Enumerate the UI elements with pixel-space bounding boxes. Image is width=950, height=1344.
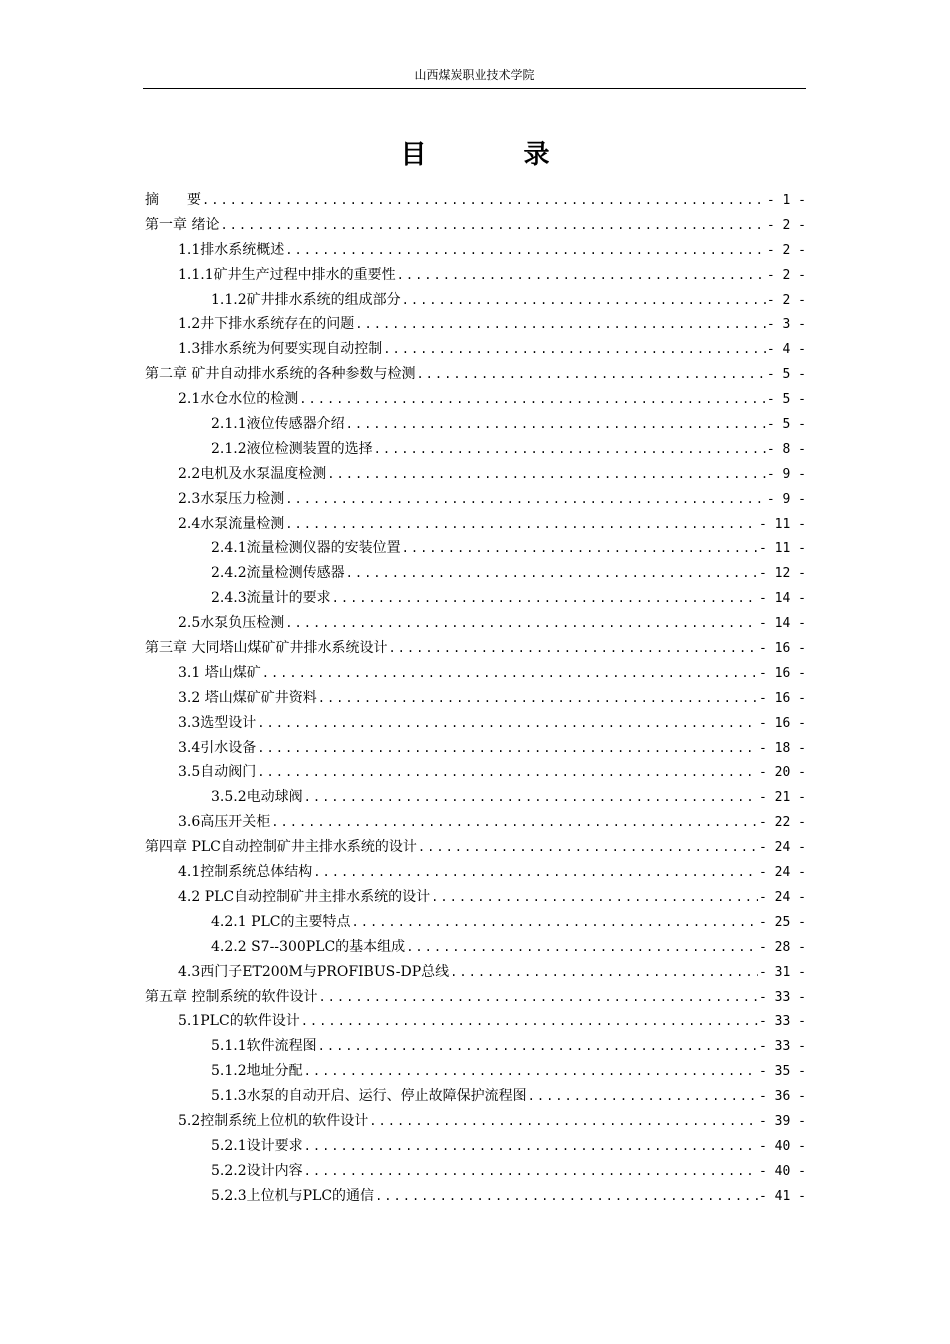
- toc-entry-label: 3.3选型设计: [178, 714, 257, 731]
- toc-entry[interactable]: [145, 1035, 806, 1060]
- toc-entry-label: 1.1排水系统概述: [178, 241, 285, 258]
- toc-leader-dots: [299, 392, 766, 406]
- toc-leader-dots: [271, 815, 758, 829]
- toc-leader-dots: [352, 915, 759, 929]
- toc-leader-dots: [285, 243, 766, 257]
- toc-entry-label: 5.1.3水泵的自动开启、运行、停止故障保护流程图: [211, 1088, 527, 1105]
- toc-entry[interactable]: [145, 189, 806, 214]
- toc-entry-label: 1.3排水系统为何要实现自动控制: [178, 341, 383, 358]
- toc-entry-page: - 1 -: [766, 193, 806, 208]
- toc-entry-label: 2.4水泵流量检测: [178, 515, 285, 532]
- toc-entry[interactable]: [145, 662, 806, 687]
- toc-entry[interactable]: [145, 488, 806, 513]
- toc-entry[interactable]: [145, 1185, 806, 1210]
- toc-entry-label: 第四章 PLC自动控制矿井主排水系统的设计: [145, 839, 417, 856]
- toc-entry-label: 2.1.1液位传感器介绍: [211, 416, 345, 433]
- toc-entry-page: - 24 -: [759, 889, 806, 905]
- toc-entry-label: 第二章 矿井自动排水系统的各种参数与检测: [145, 366, 416, 383]
- toc-entry-page: - 16 -: [759, 690, 806, 706]
- toc-entry-label: 4.2.1 PLC的主要特点: [211, 913, 351, 930]
- toc-entry[interactable]: [145, 438, 806, 463]
- toc-leader-dots: [431, 890, 758, 904]
- toc-entry-page: - 9 -: [766, 491, 806, 507]
- toc-entry[interactable]: [145, 836, 806, 861]
- toc-leader-dots: [318, 691, 758, 705]
- toc-entry[interactable]: [145, 637, 806, 662]
- toc-entry-label: 3.1 塔山煤矿: [178, 664, 261, 681]
- toc-entry-page: - 2 -: [766, 217, 806, 233]
- toc-entry-label: 5.1.2地址分配: [211, 1063, 303, 1080]
- toc-leader-dots: [383, 342, 766, 356]
- toc-entry-label: 2.1.2液位检测装置的选择: [211, 440, 373, 457]
- toc-entry-page: - 20 -: [759, 765, 806, 781]
- toc-leader-dots: [332, 591, 758, 605]
- toc-leader-dots: [285, 616, 758, 630]
- toc-entry-page: - 16 -: [759, 715, 806, 731]
- toc-entry[interactable]: [145, 911, 806, 936]
- toc-leader-dots: [402, 541, 758, 555]
- toc-entry-label: 5.2.2设计内容: [211, 1162, 303, 1179]
- toc-leader-dots: [375, 1189, 758, 1203]
- toc-entry-page: - 21 -: [759, 790, 806, 806]
- toc-entry[interactable]: [145, 1135, 806, 1160]
- toc-entry-page: - 40 -: [759, 1138, 806, 1154]
- toc-entry-page: - 8 -: [766, 441, 806, 457]
- toc-entry-label: 2.2电机及水泵温度检测: [178, 465, 327, 482]
- toc-entry-page: - 24 -: [759, 865, 806, 881]
- toc-entry-label: 2.5水泵负压检测: [178, 615, 285, 632]
- toc-leader-dots: [257, 765, 758, 779]
- toc-leader-dots: [346, 566, 758, 580]
- toc-leader-dots: [369, 1114, 758, 1128]
- toc-entry-page: - 11 -: [759, 516, 806, 532]
- toc-entry-page: - 5 -: [766, 417, 806, 433]
- toc-leader-dots: [285, 517, 758, 531]
- toc-leader-dots: [257, 716, 758, 730]
- toc-entry-label: 2.4.1流量检测仪器的安装位置: [211, 540, 401, 557]
- toc-leader-dots: [388, 641, 758, 655]
- toc-leader-dots: [220, 218, 765, 232]
- toc-entry-page: - 36 -: [759, 1089, 806, 1105]
- toc-entry-label: 1.1.2矿井排水系统的组成部分: [211, 291, 401, 308]
- toc-entry[interactable]: [145, 961, 806, 986]
- toc-leader-dots: [304, 1064, 758, 1078]
- toc-entry-label: 5.2.3上位机与PLC的通信: [211, 1187, 375, 1204]
- toc-entry-page: - 18 -: [759, 740, 806, 756]
- toc-entry-page: - 33 -: [759, 1014, 806, 1030]
- toc-entry-page: - 35 -: [759, 1064, 806, 1080]
- toc-entry[interactable]: [145, 786, 806, 811]
- toc-entry-label: 3.5.2电动球阀: [211, 789, 303, 806]
- toc-entry-label: 4.3西门子ET200M与PROFIBUS-DP总线: [178, 963, 450, 980]
- toc-entry-page: - 25 -: [759, 914, 806, 930]
- toc-entry[interactable]: [145, 313, 806, 338]
- toc-entry-page: - 39 -: [759, 1113, 806, 1129]
- toc-entry[interactable]: [145, 562, 806, 587]
- toc-leader-dots: [318, 1039, 758, 1053]
- toc-entry-label: 2.4.3流量计的要求: [211, 590, 331, 607]
- toc-entry[interactable]: [145, 388, 806, 413]
- toc-entry-label: 1.2井下排水系统存在的问题: [178, 316, 355, 333]
- toc-leader-dots: [402, 293, 766, 307]
- toc-entry-page: - 5 -: [766, 367, 806, 383]
- toc-entry[interactable]: [145, 737, 806, 762]
- toc-entry-label: 5.2.1设计要求: [211, 1137, 303, 1154]
- toc-leader-dots: [416, 367, 765, 381]
- toc-entry-label: 2.4.2流量检测传感器: [211, 565, 345, 582]
- toc-entry-label: 5.1PLC的软件设计: [178, 1013, 300, 1030]
- toc-entry-label: 第一章 绪论: [145, 216, 220, 233]
- toc-entry-page: - 11 -: [759, 541, 806, 557]
- toc-entry[interactable]: [145, 338, 806, 363]
- toc-entry[interactable]: [145, 761, 806, 786]
- toc-leader-dots: [327, 467, 766, 481]
- toc-entry-page: - 2 -: [766, 242, 806, 258]
- toc-entry-label: 2.1水仓水位的检测: [178, 391, 299, 408]
- toc-entry-label: 1.1.1矿井生产过程中排水的重要性: [178, 266, 396, 283]
- toc-entry[interactable]: [145, 289, 806, 314]
- toc-entry[interactable]: [145, 214, 806, 239]
- toc-entry-page: - 2 -: [766, 267, 806, 283]
- toc-leader-dots: [318, 990, 758, 1004]
- toc-leader-dots: [304, 1139, 758, 1153]
- toc-entry[interactable]: [145, 1010, 806, 1035]
- toc-entry[interactable]: [145, 587, 806, 612]
- toc-leader-dots: [304, 1164, 758, 1178]
- toc-entry[interactable]: [145, 687, 806, 712]
- toc-entry-label: 4.2.2 S7--300PLC的基本组成: [211, 938, 406, 955]
- toc-leader-dots: [257, 741, 758, 755]
- toc-entry-page: - 3 -: [766, 317, 806, 333]
- toc-entry[interactable]: [145, 712, 806, 737]
- toc-entry-page: - 33 -: [759, 989, 806, 1005]
- toc-leader-dots: [397, 268, 766, 282]
- toc-entry-label: 5.2控制系统上位机的软件设计: [178, 1112, 369, 1129]
- toc-entry[interactable]: [145, 264, 806, 289]
- toc-leader-dots: [374, 442, 766, 456]
- toc-leader-dots: [301, 1014, 758, 1028]
- toc-entry-label: 2.3水泵压力检测: [178, 490, 285, 507]
- toc-entry[interactable]: [145, 612, 806, 637]
- toc-entry-label: 5.1.1软件流程图: [211, 1038, 317, 1055]
- toc-entry-label: 第五章 控制系统的软件设计: [145, 988, 318, 1005]
- toc-leader-dots: [313, 865, 758, 879]
- toc-leader-dots: [355, 317, 766, 331]
- toc-entry[interactable]: [145, 986, 806, 1011]
- toc-leader-dots: [346, 417, 766, 431]
- toc-entry[interactable]: [145, 886, 806, 911]
- header-text: 山西煤炭职业技术学院: [414, 68, 535, 82]
- toc-leader-dots: [450, 965, 758, 979]
- toc-entry[interactable]: [145, 537, 806, 562]
- toc-entry-page: - 12 -: [759, 566, 806, 582]
- toc-entry-page: - 22 -: [759, 815, 806, 831]
- toc-leader-dots: [285, 492, 766, 506]
- toc-entry[interactable]: [145, 513, 806, 538]
- toc-entry-page: - 5 -: [766, 392, 806, 408]
- toc-leader-dots: [304, 790, 758, 804]
- toc-entry-label: 3.6高压开关柜: [178, 814, 271, 831]
- toc-entry-page: - 2 -: [766, 292, 806, 308]
- toc-leader-dots: [528, 1089, 758, 1103]
- page-header: [143, 66, 806, 89]
- toc-entry[interactable]: [145, 811, 806, 836]
- toc-entry[interactable]: [145, 413, 806, 438]
- toc-entry-label: 摘 要: [145, 192, 201, 208]
- toc-entry-page: - 40 -: [759, 1163, 806, 1179]
- toc-entry[interactable]: [145, 861, 806, 886]
- toc-entry-page: - 9 -: [766, 466, 806, 482]
- toc-entry-page: - 14 -: [759, 616, 806, 632]
- toc-entry-label: 第三章 大同塔山煤矿矿井排水系统设计: [145, 640, 388, 657]
- toc-entry[interactable]: [145, 239, 806, 264]
- toc-entry[interactable]: [145, 1060, 806, 1085]
- toc-entry-page: - 28 -: [759, 939, 806, 955]
- toc-entry-page: - 31 -: [759, 964, 806, 980]
- toc-entry-page: - 33 -: [759, 1039, 806, 1055]
- toc-leader-dots: [418, 840, 758, 854]
- toc-entry[interactable]: [145, 363, 806, 388]
- toc-entry-page: - 24 -: [759, 840, 806, 856]
- toc-entry-page: - 4 -: [766, 342, 806, 358]
- page-title: 目 录: [400, 140, 594, 170]
- toc-entry[interactable]: [145, 1160, 806, 1185]
- toc-entry[interactable]: [145, 1085, 806, 1110]
- toc-entry-label: 3.2 塔山煤矿矿井资料: [178, 689, 317, 706]
- toc-entry-label: 3.5自动阀门: [178, 764, 257, 781]
- table-of-contents: [145, 189, 806, 1210]
- toc-leader-dots: [202, 193, 766, 207]
- toc-leader-dots: [406, 940, 758, 954]
- toc-entry-label: 4.2 PLC自动控制矿井主排水系统的设计: [178, 888, 431, 905]
- toc-entry[interactable]: [145, 1110, 806, 1135]
- toc-entry-page: - 41 -: [759, 1188, 806, 1204]
- toc-entry-label: 3.4引水设备: [178, 739, 257, 756]
- toc-entry-page: - 16 -: [759, 665, 806, 681]
- toc-entry[interactable]: [145, 936, 806, 961]
- toc-entry-page: - 14 -: [759, 591, 806, 607]
- toc-entry[interactable]: [145, 463, 806, 488]
- toc-leader-dots: [262, 666, 758, 680]
- toc-entry-label: 4.1控制系统总体结构: [178, 864, 313, 881]
- toc-entry-page: - 16 -: [759, 641, 806, 657]
